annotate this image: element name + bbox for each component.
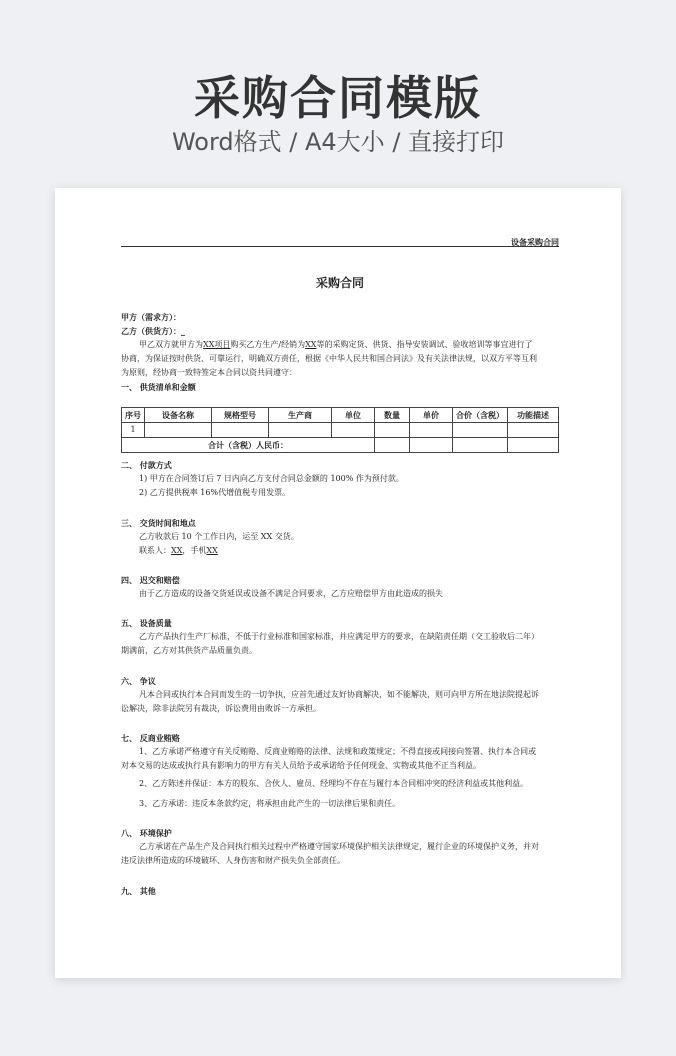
table-cell [212,423,269,438]
banner-subtitle: Word格式 / A4大小 / 直接打印 [171,128,505,156]
table-header-cell: 单价 [410,408,453,423]
table-header-cell: 规格型号 [212,408,269,423]
table-cell [508,423,559,438]
section-6-line: 凡本合同或执行本合同而发生的一切争执，应首先通过友好协商解决，如不能解决，则可向甲方所在地法院提起诉 [139,690,539,699]
section-8-line: 违反法律所造成的环境破坏、人身伤害和财产损失负全部责任。 [121,856,345,865]
section-2-title: 二、 付款方式 [121,460,172,470]
section-6-line: 讼解决，除非法院另有裁决，诉讼费用由败诉一方承担。 [121,704,321,713]
supply-list-table [121,407,559,453]
section-4-title: 四、 迟交和赔偿 [121,575,180,585]
section-3-item: 乙方收款后 10 个工作日内，运至 XX 交货。 [139,532,299,541]
table-cell [269,423,332,438]
project-name: XX项目 [203,340,231,349]
section-6-title: 六、 争议 [121,676,156,686]
section-7-item: 3、乙方承诺：违反本条款约定，将承担由此产生的一切法律后果和责任。 [139,799,401,808]
section-7-line: 对本交易的达成或执行具有影响力的甲方有关人员给予或承诺给予任何现金、实物或其他不正当利益。 [121,761,481,770]
table-header-cell: 合价（含税） [453,408,508,423]
table-header-cell: 数量 [375,408,410,423]
table-cell [332,423,375,438]
section-5-line: 期满前，乙方对其供货产品质量负责。 [121,646,257,655]
intro-text: 等的采购定货、供货、指导安装调试、验收培训等事宜进行了 [316,340,533,349]
section-6 [121,674,559,716]
table-cell: 1 [122,423,145,438]
section-5-line: 乙方产品执行生产厂标准，不低于行业标准和国家标准，并应满足甲方的要求，在缺陷责任期（交工验收后二年） [139,632,539,641]
section-5-title: 五、 设备质量 [121,618,172,628]
intro-text: 购买乙方生产/经销为 [230,340,306,349]
intro-line-1 [121,338,559,352]
table-header-cell: 单位 [332,408,375,423]
banner-title: 采购合同模版 [194,71,482,125]
party-a-label: 甲方（需求方）： [121,312,181,322]
section-8-line: 乙方承诺在产品生产及合同执行相关过程中严格遵守国家环境保护相关法律规定，履行企业的环境保护义务，并对 [139,842,539,851]
table-header-cell: 生产商 [269,408,332,423]
document-page [55,188,621,978]
section-2-item: 1) 甲方在合同签订后 7 日内向乙方支付合同总金额的 100% 作为预付款。 [139,474,404,483]
header-tag: 设备采购合同 [511,237,559,247]
product-name: XX [305,340,317,349]
section-7 [121,731,559,811]
table-cell [453,438,508,453]
intro-text: 甲乙双方就甲方为 [139,340,203,349]
section-4-item: 由于乙方造成的设备交货延误或设备不满足合同要求，乙方应赔偿甲方由此造成的损失 [139,589,443,598]
table-cell [145,423,212,438]
section-7-item: 2、乙方陈述并保证：本方的股东、合伙人、雇员、经理均不存在与履行本合同相冲突的经济利益或其他利益。 [139,779,529,788]
header-rule [121,246,559,247]
table-cell [410,438,453,453]
section-3 [121,516,559,558]
parties-block [121,310,559,394]
phone-label: ，手机 [182,546,207,555]
table-total-row [122,438,559,453]
section-3-contact [121,544,559,558]
section-2 [121,458,559,500]
table-header-cell: 序号 [122,408,145,423]
section-7-item: 1、乙方承诺严格遵守有关反贿赂、反商业贿赂的法律、法规和政策规定；不得直接或间接向签署、执行本合同或 [139,747,537,756]
party-b-label: 乙方（供货方）：_ [121,326,185,336]
section-8-title: 八、 环境保护 [121,828,172,838]
phone-number: XX [206,546,218,555]
table-row [122,423,559,438]
document-title: 采购合同 [315,276,364,290]
intro-line-2: 协商，为保证按时供货、可靠运行，明确双方责任，根据《中华人民共和国合同法》及有关法律法规，以双方平等互利 [121,354,537,363]
section-9 [121,884,559,898]
table-header-row [122,408,559,423]
table-cell [375,438,410,453]
table-header-cell: 设备名称 [145,408,212,423]
table-cell [375,423,410,438]
section-7-title: 七、 反商业贿赂 [121,733,180,743]
table-cell [453,423,508,438]
table-total-label: 合计（含税）人民币： [122,438,375,453]
section-2-item: 2) 乙方提供税率 16%代增值税专用发票。 [139,488,291,497]
section-8 [121,826,559,868]
table-header-cell: 功能描述 [508,408,559,423]
section-4 [121,573,559,601]
contact-label: 联系人： [139,546,171,555]
intro-line-3: 为原则，经协商一致特签定本合同以资共同遵守： [121,368,297,377]
table-cell [410,423,453,438]
section-3-title: 三、 交货时间和地点 [121,518,196,528]
contact-name: XX [171,546,183,555]
table-cell [508,438,559,453]
section-1-title: 一、 供货清单和金额 [121,382,196,392]
section-5 [121,616,559,658]
section-9-title: 九、 其他 [121,886,156,896]
